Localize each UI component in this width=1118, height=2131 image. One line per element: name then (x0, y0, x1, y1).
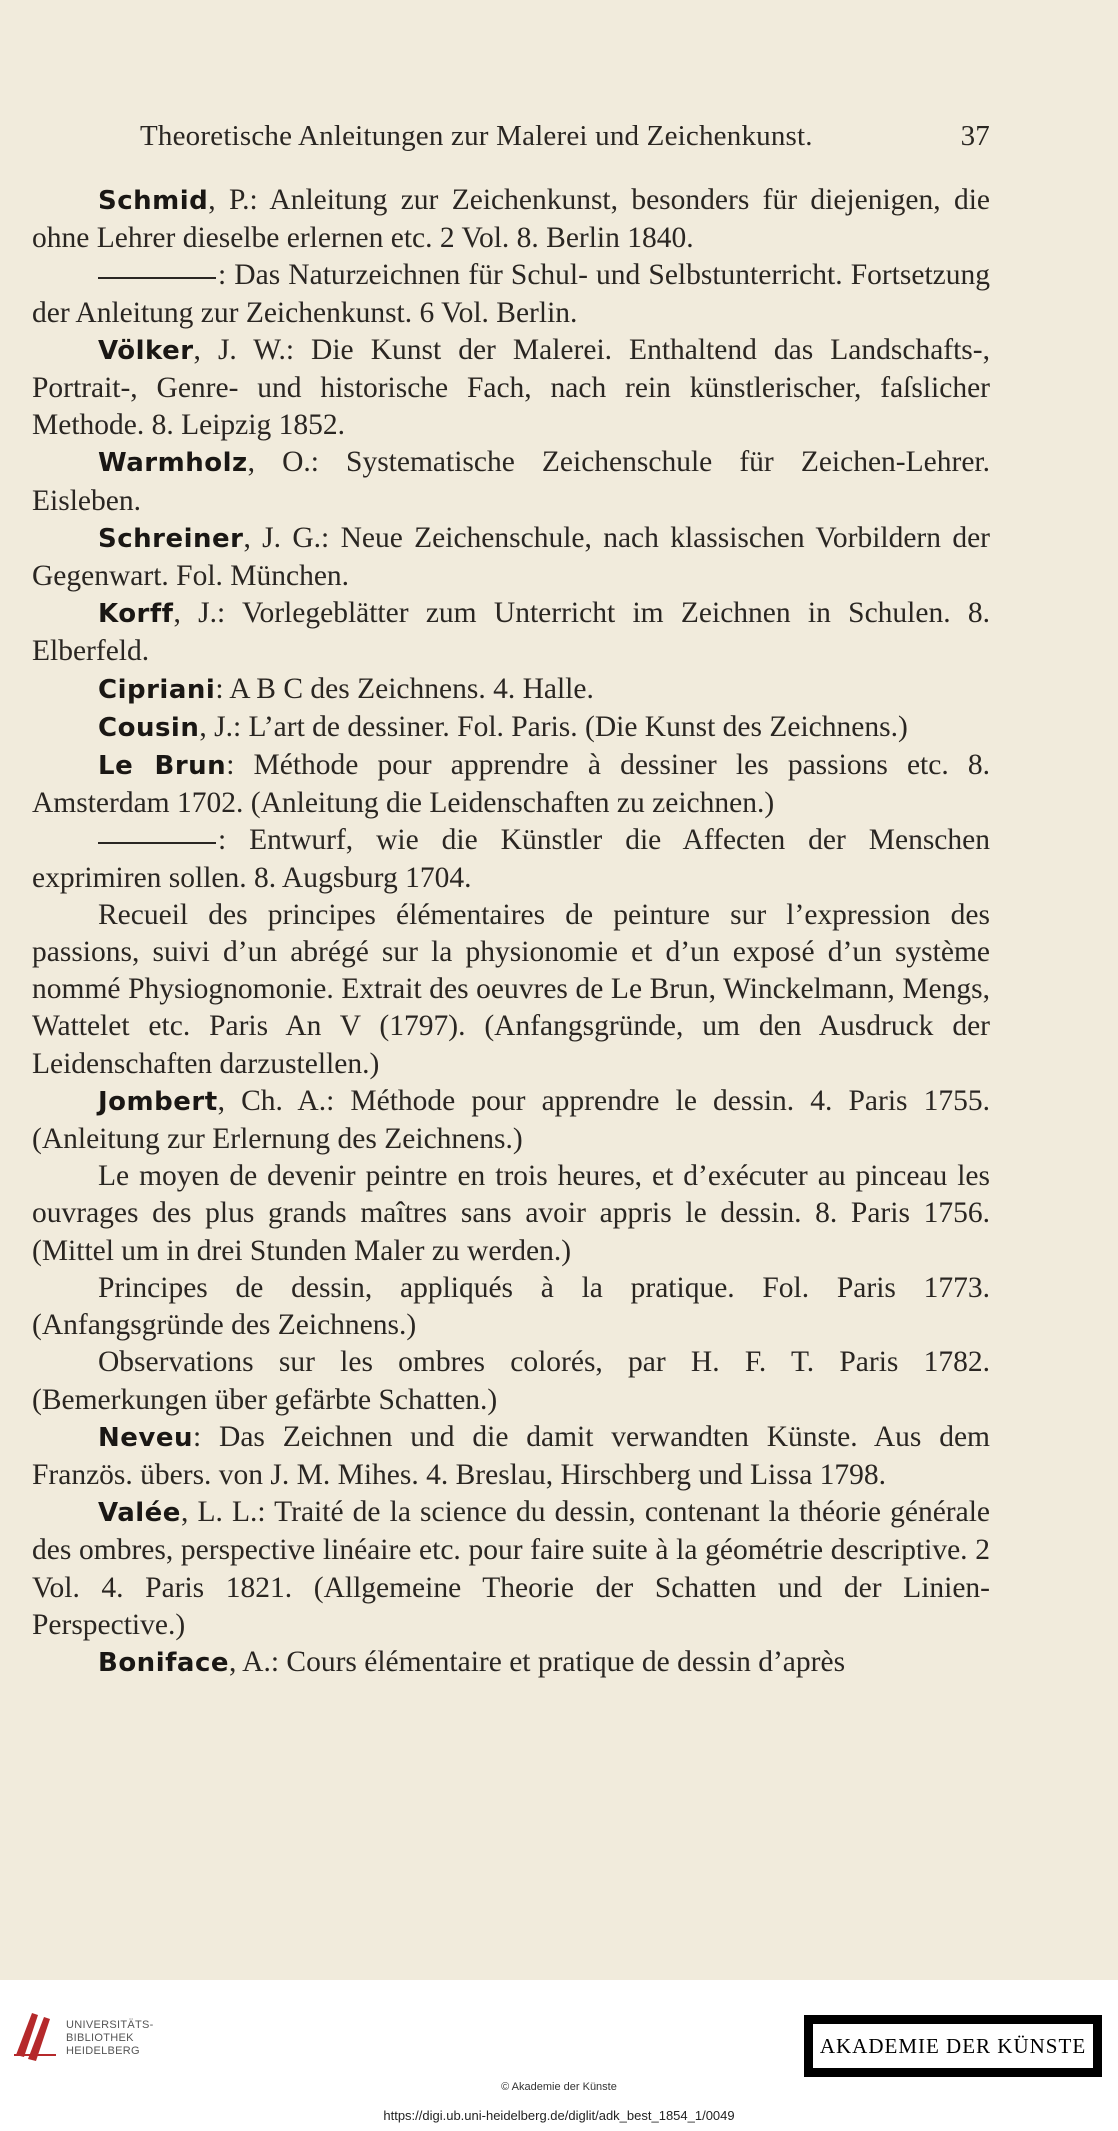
bibliography-entry (32, 1270, 990, 1344)
bibliography-entry (32, 1083, 990, 1158)
library-line: HEIDELBERG (66, 2045, 140, 2057)
library-name (66, 2019, 154, 2058)
author-name: Schreiner (98, 523, 244, 554)
entry-text: : Entwurf, wie die Künstler die Affecten der Menschen exprimiren sollen. 8. Augsburg 1704. (32, 824, 990, 894)
ditto-dash (98, 842, 216, 844)
entry-text: , J.: L’art de dessiner. Fol. Paris. (Die Kunst des Zeichnens.) (199, 710, 908, 743)
bibliography-entry (32, 257, 990, 331)
bibliography-entry (32, 897, 990, 1083)
entry-text: , Ch. A.: Méthode pour apprendre le dessin. 4. Paris 1755. (Anleitung zur Erlernung des Zeichnens.) (32, 1084, 990, 1156)
author-name: Neveu (98, 1422, 193, 1453)
bibliography-entry (32, 709, 990, 747)
entry-text: , O.: Systematische Zeichenschule für Zeichen-Lehrer. Eisleben. (32, 446, 990, 517)
bibliography-text (32, 182, 990, 1682)
entry-text: , J. G.: Neue Zeichenschule, nach klassischen Vorbildern der Gegenwart. Fol. München. (32, 521, 990, 593)
entry-text: : A B C des Zeichnens. 4. Halle. (215, 672, 594, 705)
bibliography-entry (32, 182, 990, 257)
author-name: Warmholz (98, 448, 248, 479)
entry-text: , A.: Cours élémentaire et pratique de dessin d’après (229, 1645, 846, 1678)
bibliography-entry (32, 1494, 990, 1644)
library-line: UNIVERSITÄTS- (66, 2019, 154, 2031)
author-name: Schmid (98, 186, 209, 216)
author-name: Cousin (98, 712, 200, 743)
author-name: Cipriani (98, 674, 216, 705)
running-head (140, 120, 990, 160)
library-logo[interactable] (10, 2005, 170, 2070)
entry-text: , J.: Vorlegeblätter zum Unterricht im Zeichnen in Schulen. 8. Elberfeld. (32, 597, 990, 668)
bibliography-entry (32, 595, 990, 670)
entry-text: Le moyen de devenir peintre en trois heures, et d’exécuter au pinceau les ouvrages des plus grands maîtres sans avoir appris le dessin. 8. Paris 1756. (Mittel um in drei Stunden Maler zu werden.) (32, 1160, 990, 1267)
author-name: Valée (98, 1498, 181, 1529)
ditto-dash (98, 277, 216, 279)
entry-text: Principes de dessin, appliqués à la pratique. Fol. Paris 1773. (Anfangsgründe des Zeichnens.) (32, 1271, 990, 1342)
bibliography-entry (32, 671, 990, 709)
bibliography-entry (32, 1344, 990, 1418)
author-name: Boniface (98, 1647, 230, 1678)
author-name: Korff (98, 599, 174, 630)
entry-text: Observations sur les ombres colorés, par H. F. T. Paris 1782. (Bemerkungen über gefärbte Schatten.) (32, 1346, 990, 1416)
source-url[interactable]: https://digi.ub.uni-heidelberg.de/diglit/adk_best_1854_1/0049 (383, 2108, 735, 2123)
page-title: Theoretische Anleitungen zur Malerei und Zeichenkunst. (140, 120, 813, 152)
author-name: Völker (98, 335, 194, 366)
bibliography-entry (32, 332, 990, 445)
entry-text: Recueil des principes élémentaires de peinture sur l’expression des passions, suivi d’un abrégé sur la physionomie et d’un exposé d’un système nommé Physiognomonie. Extrait des oeuvres de Le Brun, Winckelmann, Mengs, Wattelet etc. Paris An V (1797). (Anfangsgründe, um den Ausdruck der Leidenschaften darzustellen.) (32, 898, 990, 1080)
entry-text: : Das Naturzeichnen für Schul- und Selbstunterricht. Fortsetzung der Anleitung zur Zeichenkunst. 6 Vol. Berlin. (32, 259, 990, 329)
bibliography-entry (32, 444, 990, 519)
bibliography-entry (32, 520, 990, 595)
bibliography-entry (32, 1419, 990, 1494)
entry-text: : Méthode pour apprendre à dessiner les passions etc. 8. Amsterdam 1702. (Anleitung die Leidenschaften zu zeichnen.) (32, 749, 990, 820)
bibliography-entry (32, 1158, 990, 1270)
author-name: Le Brun (98, 751, 227, 782)
entry-text: , P.: Anleitung zur Zeichenkunst, besonders für diejenigen, die ohne Lehrer dieselbe erlernen etc. 2 Vol. 8. Berlin 1840. (32, 184, 990, 255)
bibliography-entry (32, 1644, 990, 1682)
entry-text: , J. W.: Die Kunst der Malerei. Enthaltend das Landschafts-, Portrait-, Genre- und historische Fach, nach rein künstlerischer, faſslicher Methode. 8. Leipzig 1852. (32, 333, 990, 442)
entry-text: , L. L.: Traité de la science du dessin, contenant la théorie générale des ombres, perspective linéaire etc. pour faire suite à la géométrie descriptive. 2 Vol. 4. Paris 1821. (Allgemeine Theorie der Schatten und der Linien-Perspective.) (32, 1496, 990, 1641)
author-name: Jombert (98, 1086, 218, 1117)
library-logo-icon (10, 2005, 60, 2065)
bibliography-entry (32, 822, 990, 896)
library-line: BIBLIOTHEK (66, 2032, 134, 2044)
akademie-badge[interactable] (804, 2015, 1102, 2077)
entry-text: : Das Zeichnen und die damit verwandten Künste. Aus dem Französ. übers. von J. M. Mihes. 4. Breslau, Hirschberg und Lissa 1798. (32, 1420, 990, 1491)
page-number: 37 (960, 120, 990, 152)
copyright-notice: © Akademie der Künste (501, 2081, 617, 2093)
bibliography-entry (32, 747, 990, 822)
akademie-badge-label: AKADEMIE DER KÜNSTE (812, 2023, 1094, 2069)
